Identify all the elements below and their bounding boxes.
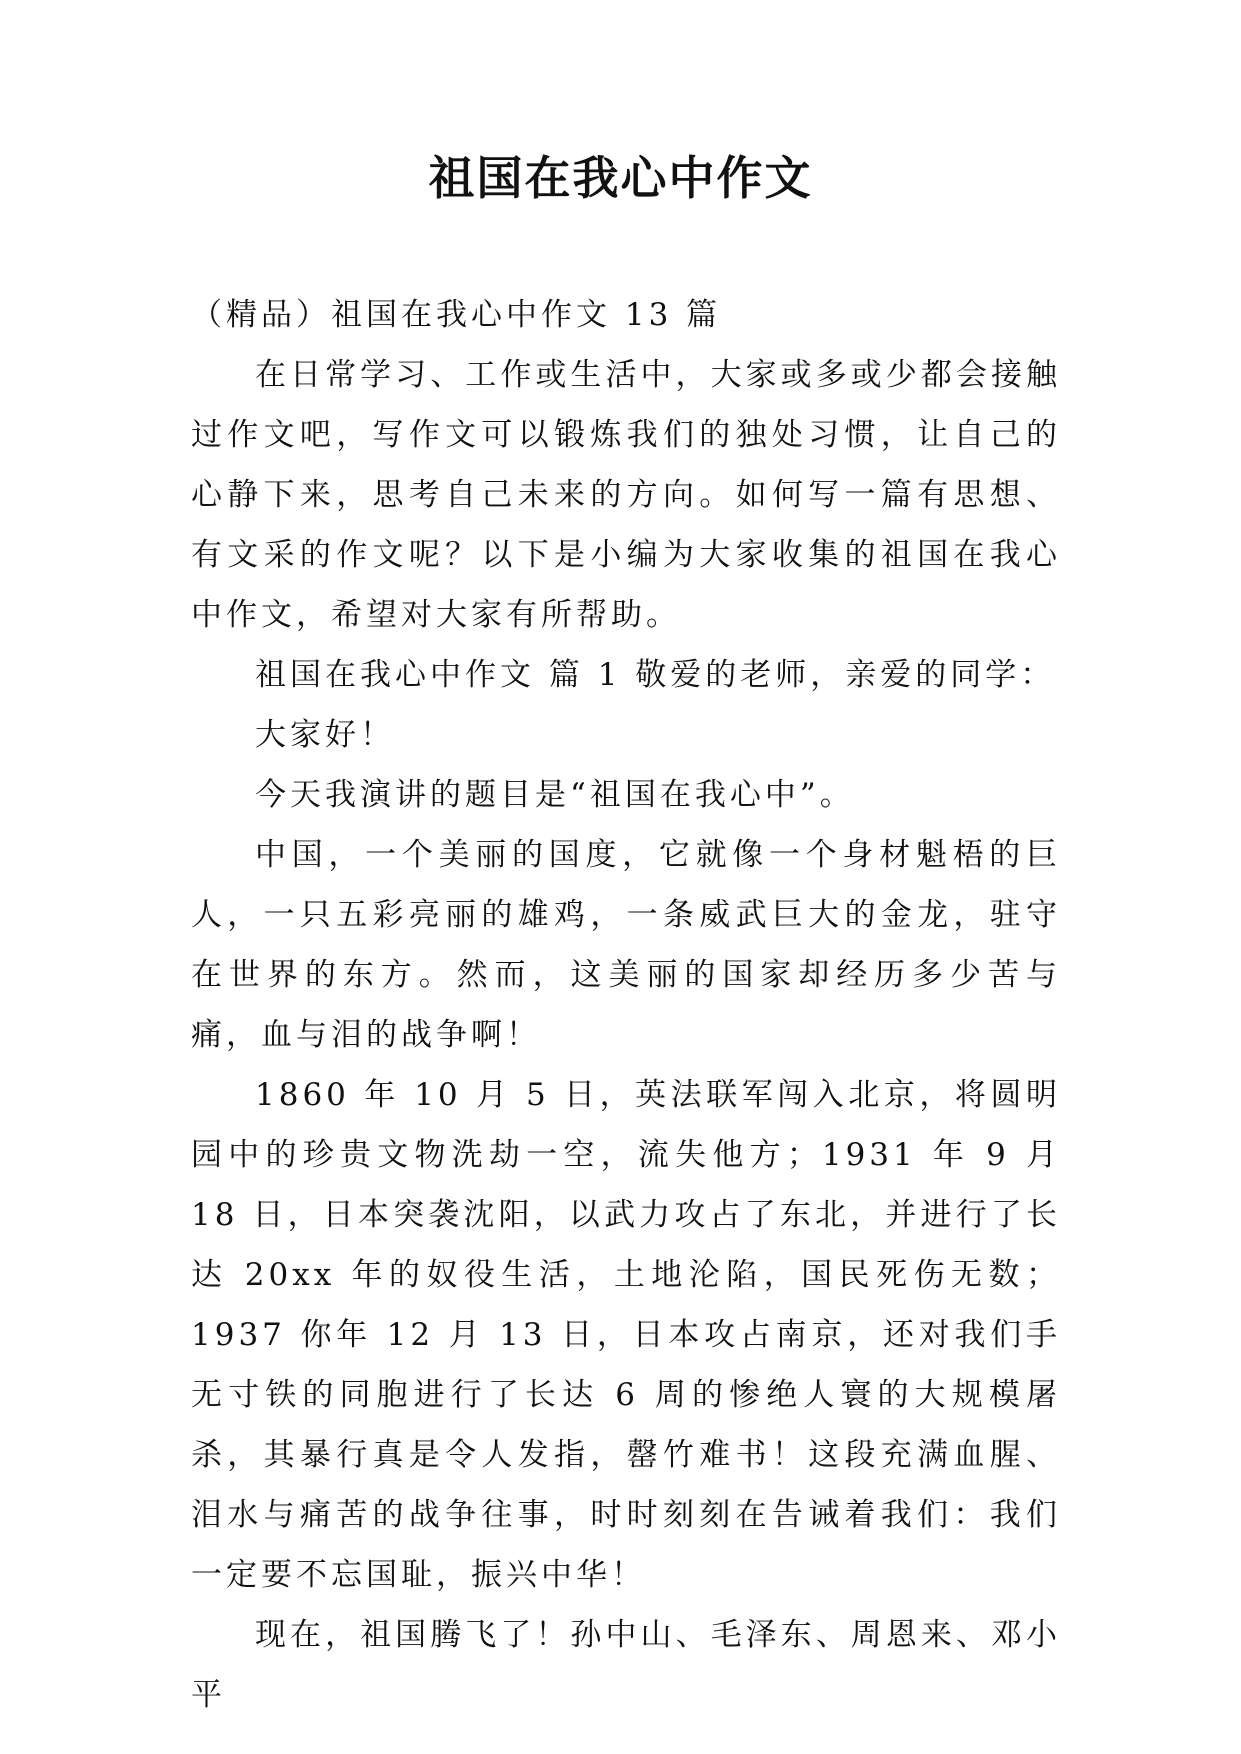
paragraph-intro: 在日常学习、工作或生活中，大家或多或少都会接触过作文吧，写作文可以锻炼我们的独处习惯，让自己的心静下来，思考自己未来的方向。如何写一篇有思想、有文采的作文呢？以下是小编为大家收集的祖国在我心中作文，希望对大家有所帮助。 (191, 357, 1061, 633)
paragraph-greeting: 祖国在我心中作文 篇 1 敬爱的老师，亲爱的同学： (255, 657, 1056, 693)
paragraph-history: 1860 年 10 月 5 日，英法联军闯入北京，将圆明园中的珍贵文物洗劫一空，流失他方；1931 年 9 月 18 日，日本突袭沈阳，以武力攻占了东北，并进行了长达 20xx 年的奴役生活，土地沦陷，国民死伤无数；1937 你年 12 月 13 日，日本攻占南京，还对我们手无寸铁的同胞进行了长达 6 周的惨绝人寰的大规模屠杀，其暴行真是令人发指，罄竹难书！这段充满血腥、泪水与痛苦的战争往事，时时刻刻在告诫着我们：我们一定要不忘国耻，振兴中华！ (191, 1077, 1061, 1593)
paragraph-now: 现在，祖国腾飞了！孙中山、毛泽东、周恩来、邓小平 (191, 1617, 1061, 1713)
paragraph-subtitle: （精品）祖国在我心中作文 13 篇 (191, 297, 722, 333)
paragraph-topic: 今天我演讲的题目是“祖国在我心中”。 (255, 777, 855, 813)
document-body (191, 285, 1061, 1725)
paragraph-china: 中国，一个美丽的国度，它就像一个身材魁梧的巨人，一只五彩亮丽的雄鸡，一条威武巨大的金龙，驻守在世界的东方。然而，这美丽的国家却经历多少苦与痛，血与泪的战争啊！ (191, 837, 1061, 1053)
paragraph-hello: 大家好！ (255, 717, 395, 753)
document-title: 祖国在我心中作文 (428, 151, 813, 205)
